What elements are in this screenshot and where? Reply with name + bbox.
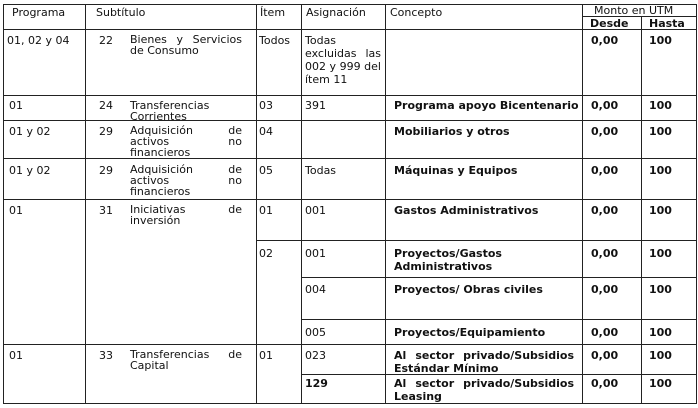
row6-item: 02 (259, 247, 273, 260)
row1-item: Todos (259, 34, 291, 47)
row5-asignacion: 001 (305, 204, 326, 217)
rule-row-3 (4, 158, 697, 159)
row5-sub-name-line2: inversión (130, 214, 181, 227)
row1-programa: 01, 02 y 04 (7, 34, 70, 47)
row9-hasta: 100 (649, 349, 672, 362)
row6-desde: 0,00 (591, 247, 619, 260)
row4-asignacion: Todas (305, 164, 337, 177)
header-item: Ítem (260, 6, 286, 19)
row9-desde: 0,00 (591, 349, 619, 362)
row8-hasta: 100 (649, 326, 672, 339)
row9-sub-name-line1: Transferencias de (130, 348, 242, 361)
row5-sub-name (130, 204, 242, 226)
row1-asig-line3: las 002 y (305, 47, 381, 73)
row4-sub-name-line1: Adquisición de (130, 163, 242, 176)
row6-asignacion: 001 (305, 247, 326, 260)
row2-sub-code: 24 (99, 99, 113, 112)
rule-row-7 (301, 319, 697, 320)
rule-row-6 (301, 277, 697, 278)
row5-hasta: 100 (649, 204, 672, 217)
row9-sub-name-line2: Capital (130, 359, 169, 372)
row4-sub-code: 29 (99, 164, 113, 177)
row2-sub-name-line1: Transferencias (130, 99, 210, 112)
row3-desde: 0,00 (591, 125, 619, 138)
rule-row-2 (4, 120, 697, 121)
row10-concepto-line1: Al sector privado/Subsidios (394, 377, 574, 390)
row4-sub-name (130, 164, 242, 197)
row1-desde: 0,00 (591, 34, 619, 47)
row3-item: 04 (259, 125, 273, 138)
row8-concepto: Proyectos/Equipamiento (394, 326, 546, 339)
row2-hasta: 100 (649, 99, 672, 112)
rule-row-5 (256, 240, 697, 241)
header-desde: Desde (590, 17, 629, 30)
row2-desde: 0,00 (591, 99, 619, 112)
row2-asignacion: 391 (305, 99, 326, 112)
col-rule-6 (641, 16, 642, 404)
row5-programa: 01 (9, 204, 23, 217)
col-rule-5 (582, 5, 583, 404)
row10-asignacion: 129 (305, 377, 328, 390)
row3-programa: 01 y 02 (9, 125, 51, 138)
row2-sub-name-line2: Corrientes (130, 110, 187, 123)
row1-sub-name-line1: Bienes y Servicios (130, 33, 242, 46)
col-rule-1 (85, 5, 86, 404)
row5-item: 01 (259, 204, 273, 217)
row10-hasta: 100 (649, 377, 672, 390)
row9-sub-name (130, 349, 242, 371)
row9-programa: 01 (9, 349, 23, 362)
row3-sub-name-line1: Adquisición de (130, 124, 242, 137)
row5-sub-name-line1: Iniciativas de (130, 203, 242, 216)
row10-concepto (394, 377, 574, 403)
row4-sub-name-line2: activos no (130, 174, 242, 187)
row3-sub-name (130, 125, 242, 158)
row5-desde: 0,00 (591, 204, 619, 217)
header-hasta: Hasta (649, 17, 685, 30)
row6-concepto-line2: Administrativos (394, 260, 493, 273)
row6-hasta: 100 (649, 247, 672, 260)
row4-programa: 01 y 02 (9, 164, 51, 177)
row1-sub-code: 22 (99, 34, 113, 47)
row7-asignacion: 004 (305, 283, 326, 296)
row3-hasta: 100 (649, 125, 672, 138)
row4-item: 05 (259, 164, 273, 177)
row8-desde: 0,00 (591, 326, 619, 339)
row10-concepto-line2: Leasing (394, 390, 442, 403)
row9-sub-code: 33 (99, 349, 113, 362)
row1-asig-line5: ítem 11 (305, 73, 348, 86)
row10-desde: 0,00 (591, 377, 619, 390)
row9-concepto-line1: Al sector privado/Subsidios (394, 349, 574, 362)
budget-table (3, 4, 697, 404)
row1-asig-line2: excluidas (305, 47, 357, 60)
row7-desde: 0,00 (591, 283, 619, 296)
row9-concepto (394, 349, 574, 375)
row4-desde: 0,00 (591, 164, 619, 177)
row9-asignacion: 023 (305, 349, 326, 362)
header-monto: Monto en UTM (594, 4, 674, 17)
row4-hasta: 100 (649, 164, 672, 177)
row1-asig-line1: Todas (305, 34, 337, 47)
row1-hasta: 100 (649, 34, 672, 47)
row6-concepto-line1: Proyectos/Gastos (394, 247, 502, 260)
header-subtitulo: Subtítulo (96, 6, 146, 19)
row1-asig-line4: 999 del (339, 60, 381, 73)
row9-item: 01 (259, 349, 273, 362)
col-rule-4 (385, 5, 386, 404)
row3-concepto: Mobiliarios y otros (394, 125, 510, 138)
row2-programa: 01 (9, 99, 23, 112)
row7-concepto: Proyectos/ Obras civiles (394, 283, 543, 296)
row9-concepto-line2: Estándar Mínimo (394, 362, 499, 375)
row7-hasta: 100 (649, 283, 672, 296)
col-rule-3 (301, 5, 302, 404)
row5-sub-code: 31 (99, 204, 113, 217)
row5-concepto: Gastos Administrativos (394, 204, 539, 217)
rule-row-4 (4, 199, 697, 200)
row1-sub-name (130, 34, 242, 56)
header-concepto: Concepto (390, 6, 443, 19)
row3-sub-name-line2: activos no (130, 135, 242, 148)
row2-item: 03 (259, 99, 273, 112)
row1-sub-name-line2: de Consumo (130, 44, 199, 57)
row8-asignacion: 005 (305, 326, 326, 339)
rule-row-1 (4, 95, 697, 96)
rule-row-8 (4, 344, 697, 345)
header-programa: Programa (12, 6, 66, 19)
row3-sub-name-line3: financieros (130, 146, 191, 159)
row4-sub-name-line3: financieros (130, 185, 191, 198)
row2-concepto: Programa apoyo Bicentenario (394, 99, 579, 112)
col-rule-2 (256, 5, 257, 404)
row1-asignacion (305, 34, 381, 86)
header-asignacion: Asignación (306, 6, 366, 19)
row4-concepto: Máquinas y Equipos (394, 164, 518, 177)
row3-sub-code: 29 (99, 125, 113, 138)
